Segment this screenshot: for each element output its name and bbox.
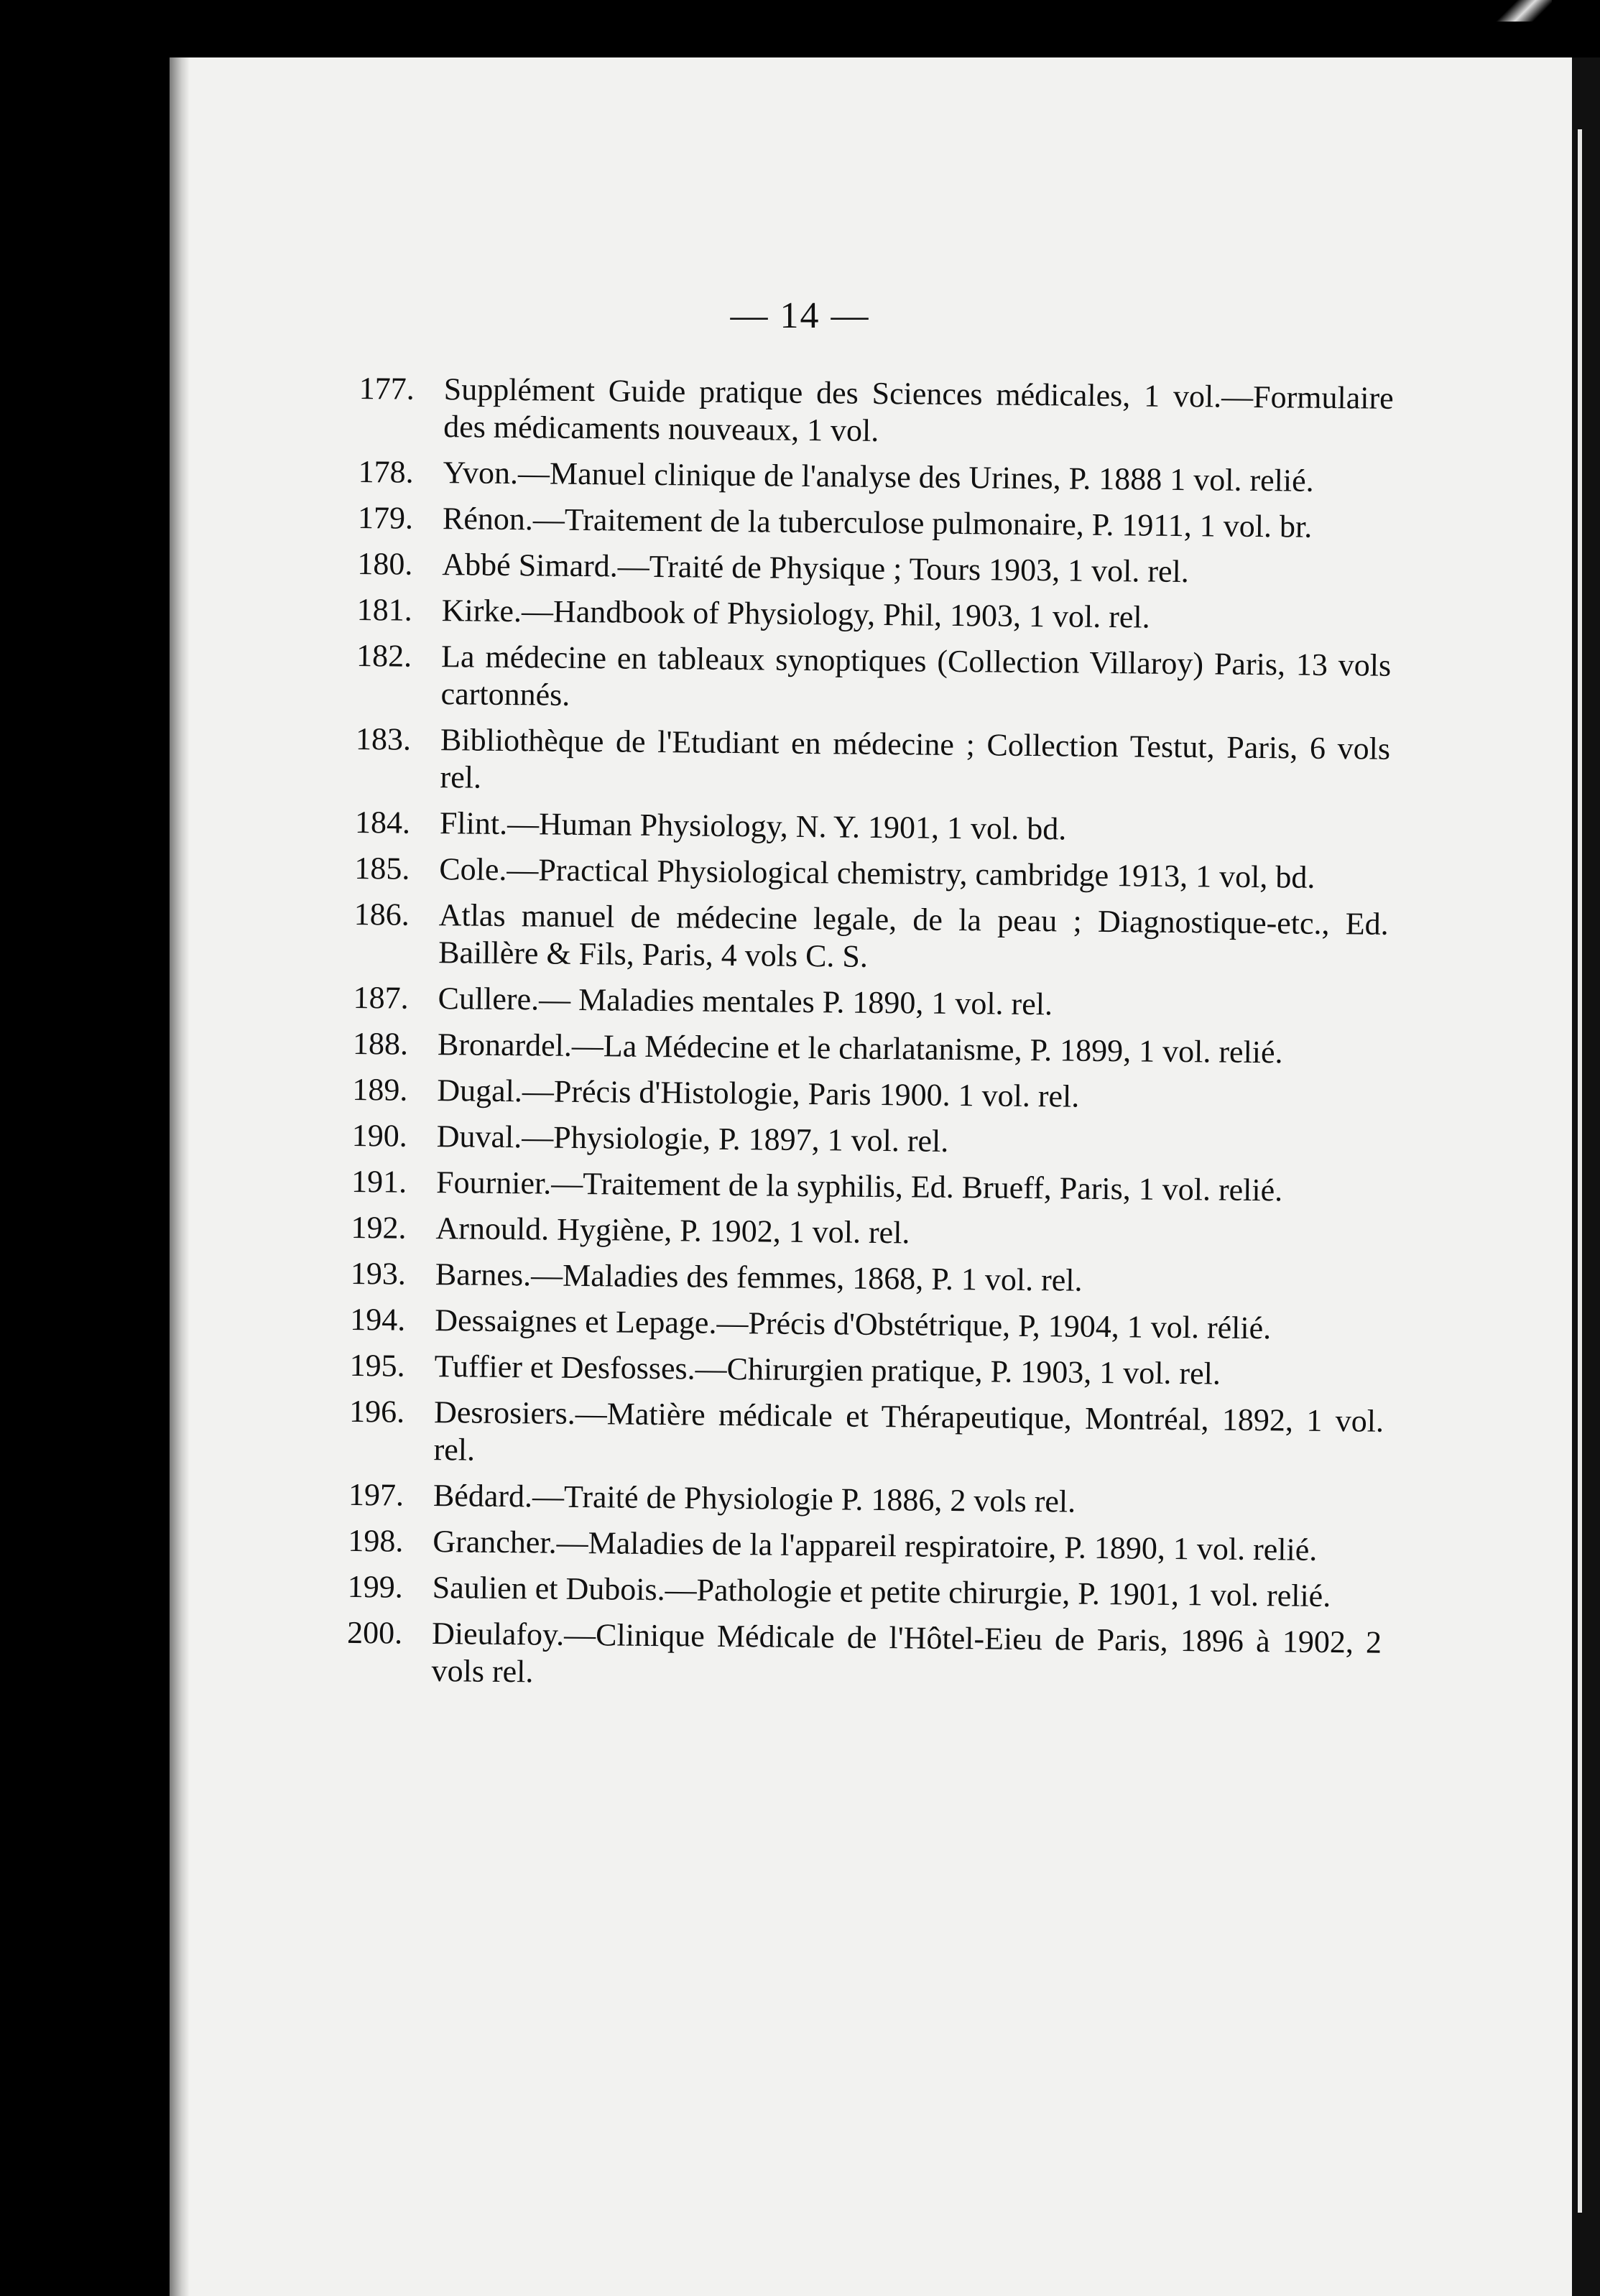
entry-number: 193. [350,1255,407,1292]
catalogue-entry [352,1117,1387,1165]
entry-number: 181. [356,591,413,628]
catalogue-entry [357,545,1392,593]
entry-text: Saulien et Dubois.—Pathologie et petite chirurgie, P. 1901, 1 vol. relié. [432,1570,1331,1614]
catalogue-entry [352,1071,1387,1119]
entry-number: 188. [352,1025,409,1062]
entry-text: Supplément Guide pratique des Sciences médicales, 1 vol.—Formulaire des médicaments nouveaux, 1 vol. [443,371,1394,448]
entry-number: 185. [354,850,410,887]
entry-number: 198. [348,1522,404,1559]
entry-number: 179. [357,499,414,536]
entry-number: 184. [354,804,411,841]
catalogue-entry [351,1163,1386,1211]
entry-number: 177. [359,370,415,407]
entry-text: La médecine en tableaux synoptiques (Collection Villaroy) Paris, 13 vols cartonnés. [440,639,1392,713]
entry-text: Duval.—Physiologie, P. 1897, 1 vol. rel. [436,1119,949,1159]
scan-corner-artifact [1480,0,1552,22]
entry-number: 192. [351,1209,407,1246]
entry-text: Dessaignes et Lepage.—Précis d'Obstétrique, P, 1904, 1 vol. rélié. [435,1302,1272,1346]
next-page-edge [1578,129,1582,2213]
entry-text: Bibliothèque de l'Etudiant en médecine ; Collection Testut, Paris, 6 vols rel. [440,722,1391,795]
entry-text: Bronardel.—La Médecine et le charlatanisme, P. 1899, 1 vol. relié. [437,1027,1283,1070]
entry-number: 187. [353,979,409,1016]
entry-number: 178. [358,453,414,490]
catalogue-entry [358,453,1392,501]
entry-text: Tuffier et Desfosses.—Chirurgien pratique, P. 1903, 1 vol. rel. [434,1348,1221,1392]
entry-text: Grancher.—Maladies de la l'appareil respiratoire, P. 1890, 1 vol. relié. [433,1524,1318,1568]
entry-text: Dugal.—Précis d'Histologie, Paris 1900. 1 vol. rel. [437,1073,1080,1114]
catalogue-entry [353,1025,1387,1073]
catalogue-entry [347,1568,1382,1616]
catalogue-entry [359,370,1394,455]
catalogue-entry [346,1614,1382,1699]
catalogue-entry [348,1393,1384,1478]
catalogue-entry [351,1255,1385,1302]
entry-text: Rénon.—Traitement de la tuberculose pulmonaire, P. 1911, 1 vol. br. [442,501,1313,545]
entry-number: 196. [348,1393,405,1430]
entry-number: 190. [351,1117,408,1154]
entry-text: Atlas manuel de médecine legale, de la peau ; Diagnostique-etc., Ed. Baillère & Fils, Paris, 4 vols C. S. [438,897,1389,974]
catalogue-entry [358,499,1392,547]
catalogue-entry [351,1209,1385,1256]
entry-number: 186. [353,896,410,932]
entry-text: Kirke.—Handbook of Physiology, Phil, 1903, 1 vol. rel. [441,593,1150,635]
entry-number: 197. [348,1476,404,1513]
entry-number: 183. [355,721,412,757]
entry-number: 180. [357,545,413,582]
entry-number: 194. [350,1301,406,1338]
catalogue-entry [354,850,1389,897]
entry-text: Desrosiers.—Matière médicale et Thérapeutique, Montréal, 1892, 1 vol. rel. [433,1394,1384,1468]
page-number: — 14 — [730,295,870,336]
entry-text: Abbé Simard.—Traité de Physique ; Tours 1903, 1 vol. rel. [442,547,1190,590]
entry-text: Cullere.— Maladies mentales P. 1890, 1 vol. rel. [438,981,1053,1022]
catalogue-entry [356,637,1391,722]
page-binding-edge [170,57,190,2296]
catalogue-entry [355,804,1389,851]
entry-number: 195. [349,1347,405,1384]
entry-text: Arnould. Hygiène, P. 1902, 1 vol. rel. [435,1211,910,1251]
catalogue-entry [355,721,1390,805]
catalogue-entry [350,1301,1384,1348]
entry-number: 199. [347,1568,403,1605]
catalogue-entry [353,896,1389,981]
catalogue-entry [348,1522,1382,1570]
entry-text: Barnes.—Maladies des femmes, 1868, P. 1 vol. rel. [435,1256,1083,1298]
catalogue-entry [349,1347,1384,1394]
entry-text: Dieulafoy.—Clinique Médicale de l'Hôtel-Eieu de Paris, 1896 à 1902, 2 vols rel. [431,1616,1382,1690]
catalogue-entry [357,591,1392,639]
entry-number: 182. [356,637,412,674]
entry-text: Fournier.—Traitement de la syphilis, Ed. Brueff, Paris, 1 vol. relié. [435,1165,1283,1208]
right-gutter [1572,57,1600,2296]
entry-text: Bédard.—Traité de Physiologie P. 1886, 2 vols rel. [433,1478,1076,1519]
entry-text: Flint.—Human Physiology, N. Y. 1901, 1 vol. bd. [439,805,1067,847]
catalogue-entry [348,1476,1383,1524]
entry-number: 189. [352,1071,408,1108]
catalogue-entry [353,979,1387,1027]
entry-text: Yvon.—Manuel clinique de l'analyse des Urines, P. 1888 1 vol. relié. [443,455,1314,499]
catalogue-entries [346,370,1394,1708]
entry-number: 200. [346,1614,403,1651]
entry-number: 191. [351,1163,407,1200]
entry-text: Cole.—Practical Physiological chemistry, cambridge 1913, 1 vol, bd. [439,851,1315,895]
